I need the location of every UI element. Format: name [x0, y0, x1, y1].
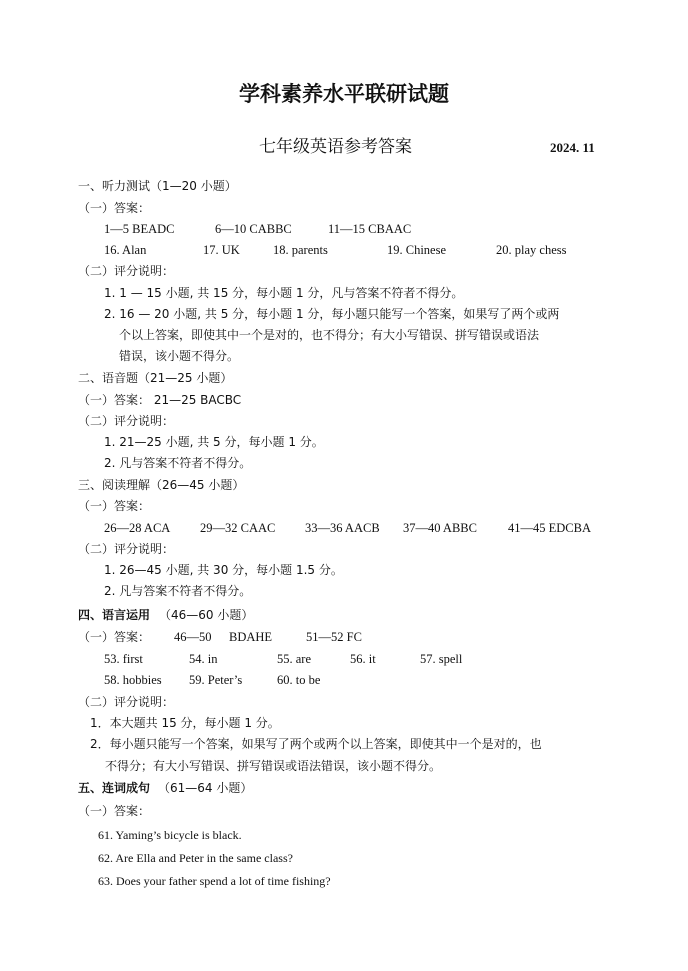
- section-1-note-1: 1. 1 — 15 小题, 共 15 分，每小题 1 分，凡与答案不符者不得分。: [104, 286, 464, 300]
- section-3-note-2: 2. 凡与答案不符者不得分。: [104, 584, 252, 598]
- answer-51-52: 51—52 FC: [306, 630, 362, 644]
- section-2-note-1: 1. 21—25 小题, 共 5 分，每小题 1 分。: [104, 435, 324, 449]
- answer-62: 62. Are Ella and Peter in the same class?: [98, 851, 293, 865]
- answer-17: 17. UK: [203, 243, 240, 257]
- answer-58: 58. hobbies: [104, 673, 162, 687]
- document-date: 2024. 11: [550, 140, 595, 155]
- answer-61: 61. Yaming’s bicycle is black.: [98, 828, 242, 842]
- section-3-answers-label: （一）答案：: [78, 499, 151, 513]
- answer-20: 20. play chess: [496, 243, 567, 257]
- section-1-note-2-end: 错误，该小题不得分。: [119, 349, 240, 363]
- section-3-notes-label: （二）评分说明：: [78, 542, 175, 556]
- answer-18: 18. parents: [273, 243, 328, 257]
- document-title: 学科素养水平联研试题: [239, 82, 449, 106]
- answer-54: 54. in: [189, 652, 218, 666]
- section-2-answers: （一）答案： 21—25 BACBC: [78, 393, 242, 407]
- section-2-note-2: 2. 凡与答案不符者不得分。: [104, 456, 252, 470]
- answer-19: 19. Chinese: [387, 243, 447, 257]
- answer-60: 60. to be: [277, 673, 321, 687]
- section-3-note-1: 1. 26—45 小题, 共 30 分，每小题 1.5 分。: [104, 563, 343, 577]
- answer-29-32: 29—32 CAAC: [200, 521, 276, 535]
- section-4-notes-label: （二）评分说明：: [78, 695, 175, 709]
- section-4-heading: 四、语言运用: [78, 608, 151, 622]
- document-subtitle: 七年级英语参考答案: [259, 137, 412, 157]
- answer-37-40: 37—40 ABBC: [403, 521, 477, 535]
- section-4-answers-label: （一）答案：: [78, 630, 151, 644]
- answer-59: 59. Peter’s: [189, 673, 243, 687]
- answer-53: 53. first: [104, 652, 143, 666]
- section-1-note-2: 2. 16 — 20 小题, 共 5 分，每小题 1 分，每小题只能写一个答案，如果写了两个或两: [104, 307, 560, 321]
- section-4-note-2-cont: 不得分；有大小写错误、拼写错误或语法错误，该小题不得分。: [105, 759, 442, 773]
- section-3-heading: 三、阅读理解（26—45 小题）: [78, 478, 245, 492]
- answer-41-45: 41—45 EDCBA: [508, 521, 591, 535]
- answer-55: 55. are: [277, 652, 312, 666]
- section-5-heading-range: （61—64 小题）: [158, 781, 253, 795]
- answer-63: 63. Does your father spend a lot of time fishing?: [98, 874, 331, 888]
- answer-46-50: BDAHE: [229, 630, 273, 644]
- section-4-note-1: 1．本大题共 15 分，每小题 1 分。: [90, 716, 280, 730]
- section-1-heading: 一、听力测试（1—20 小题）: [78, 179, 237, 193]
- section-1-note-2-cont: 个以上答案，即使其中一个是对的，也不得分；有大小写错误、拼写错误或语法: [119, 328, 540, 342]
- section-4-heading-range: （46—60 小题）: [159, 608, 254, 622]
- answer-46-50-range: 46—50: [174, 630, 212, 644]
- section-4-note-2: 2．每小题只能写一个答案，如果写了两个或两个以上答案，即使其中一个是对的，也: [90, 737, 542, 751]
- answer-33-36: 33—36 AACB: [305, 521, 380, 535]
- section-1-answers-label: （一）答案：: [78, 201, 151, 215]
- answer-56: 56. it: [350, 652, 376, 666]
- section-2-notes-label: （二）评分说明：: [78, 414, 175, 428]
- answer-16: 16. Alan: [104, 243, 147, 257]
- answer-1-5: 1—5 BEADC: [104, 222, 175, 236]
- answer-11-15: 11—15 CBAAC: [328, 222, 412, 236]
- section-5-heading: 五、连词成句: [78, 781, 151, 795]
- answer-57: 57. spell: [420, 652, 463, 666]
- answer-26-28: 26—28 ACA: [104, 521, 171, 535]
- answer-6-10: 6—10 CABBC: [215, 222, 292, 236]
- section-1-notes-label: （二）评分说明：: [78, 264, 175, 278]
- section-5-answers-label: （一）答案：: [78, 804, 151, 818]
- section-2-heading: 二、语音题（21—25 小题）: [78, 371, 233, 385]
